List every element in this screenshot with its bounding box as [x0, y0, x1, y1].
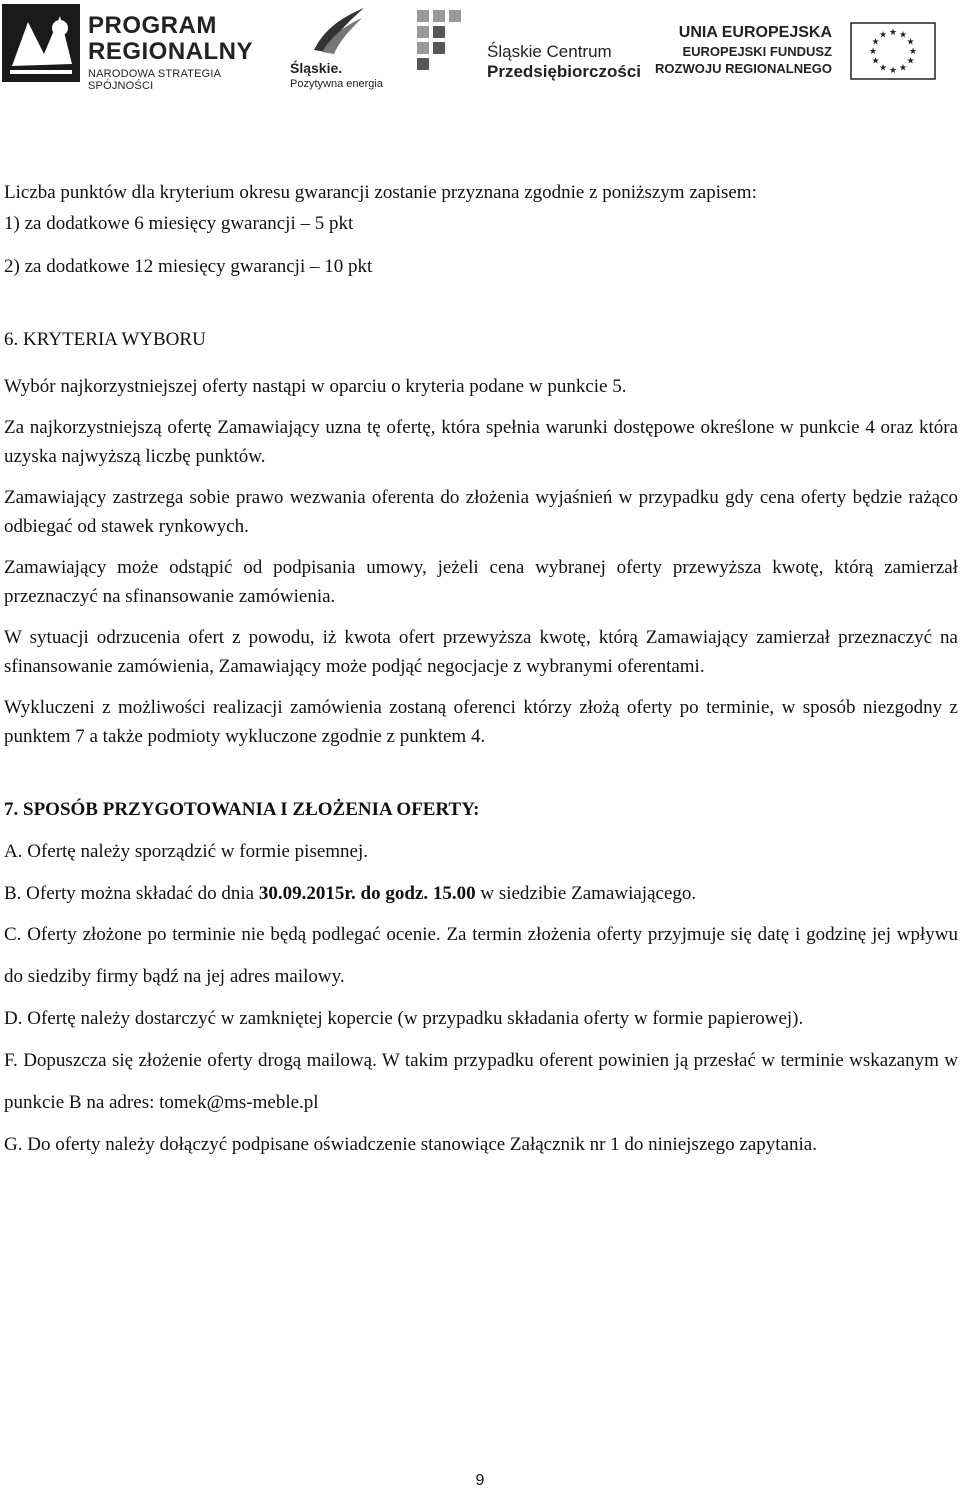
item-b-text: B. Oferty można składać do dnia [4, 883, 259, 904]
document-body [4, 178, 958, 1166]
paragraph-explanations: Zamawiający zastrzega sobie prawo wezwania oferenta do złożenia wyjaśnień w przypadku gdy cena oferty będzie rażąco odbiegać od stawek rynkowych. [4, 487, 958, 537]
scp-logo [415, 6, 642, 86]
paragraph-warranty-criteria: Liczba punktów dla kryterium okresu gwarancji zostanie przyznana zgodnie z poniższym zapisem: [4, 182, 757, 203]
svg-text:★: ★ [898, 63, 908, 74]
slaskie-logo-icon [308, 4, 368, 56]
svg-text:★: ★ [906, 37, 915, 48]
item-f: F. Dopuszcza się złożenie oferty drogą mailową. W takim przypadku oferent powinien ją przesłać w terminie wskazanym w punkcie B na adres: tomek@ms-meble.pl [4, 1050, 958, 1113]
svg-text:★: ★ [871, 37, 880, 48]
svg-text:★: ★ [878, 30, 888, 41]
logo-slaskie-line1: Śląskie. [290, 60, 343, 76]
logo-program-line1: PROGRAM [88, 12, 217, 39]
item-b-deadline: 30.09.2015r. do godz. 15.00 [258, 883, 476, 904]
svg-text:★: ★ [878, 63, 888, 74]
svg-text:★: ★ [898, 30, 908, 41]
item-b-location: w siedzibie Zamawiającego. [475, 883, 697, 904]
paragraph-exclusions: Wykluczeni z możliwości realizacji zamówienia zostaną oferenci którzy złożą oferty po terminie, w sposób niezgodny z punktem 7 a także podmioty wykluczone zgodnie z punktem 4. [4, 697, 958, 747]
item-g: G. Do oferty należy dołączyć podpisane oświadczenie stanowiące Załącznik nr 1 do niniejszego zapytania. [4, 1134, 817, 1155]
logo-scp-line1: Śląskie Centrum [487, 42, 612, 61]
logo-eu-line2: EUROPEJSKI FUNDUSZ [682, 44, 832, 59]
paragraph-best-offer: Za najkorzystniejszą ofertę Zamawiający uzna tę ofertę, która spełnia warunki dostępowe określone w punkcie 4 oraz która uzyska najwyższą liczbę punktów. [4, 417, 958, 467]
eu-flag-icon [850, 22, 936, 80]
svg-text:★: ★ [871, 56, 880, 67]
logo-slaskie-line2: Pozytywna energia [290, 78, 383, 90]
svg-text:★: ★ [868, 47, 878, 57]
list-item-warranty-12: 2) za dodatkowe 12 miesięcy gwarancji – 10 pkt [4, 256, 373, 277]
program-regionalny-logo [2, 4, 272, 92]
svg-text:★: ★ [908, 47, 918, 57]
svg-text:★: ★ [888, 66, 898, 76]
logo-program-line3: NARODOWA STRATEGIA SPÓJNOŚCI [88, 68, 221, 92]
eu-logo [650, 20, 960, 80]
logo-program-line2: REGIONALNY [88, 38, 254, 65]
paragraph-selection-basis: Wybór najkorzystniejszej oferty nastąpi w oparciu o kryteria podane w punkcie 5. [4, 376, 627, 397]
item-a: A. Ofertę należy sporządzić w formie pisemnej. [4, 841, 369, 862]
logo-eu-line1: UNIA EUROPEJSKA [678, 24, 832, 41]
logo-eu-line3: ROZWOJU REGIONALNEGO [655, 61, 832, 76]
logo-scp-line2: Przedsiębiorczości [487, 62, 642, 81]
item-c: C. Oferty złożone po terminie nie będą podlegać ocenie. Za termin złożenia oferty przyjmuje się datę i godzinę jej wpływu do siedziby firmy bądź na jej adres mailowy. [4, 924, 958, 987]
scp-logo-icon [415, 6, 477, 76]
program-regionalny-logo-icon [2, 4, 80, 82]
paragraph-negotiations: W sytuacji odrzucenia ofert z powodu, iż kwota ofert przewyższa kwotę, którą Zamawiający zamierzał przeznaczyć na sfinansowanie zamówienia, Zamawiający może podjąć negocjacje z wybranymi oferentami. [4, 627, 958, 677]
page-number: 9 [475, 1472, 485, 1489]
header [0, 0, 960, 100]
svg-text:★: ★ [888, 28, 898, 38]
svg-text:★: ★ [906, 56, 915, 67]
item-b [4, 879, 958, 908]
paragraph-withdrawal: Zamawiający może odstąpić od podpisania umowy, jeżeli cena wybranej oferty przewyższa kwotę, którą zamierzał przeznaczyć na sfinansowanie zamówienia. [4, 557, 958, 607]
section-6-heading: 6. KRYTERIA WYBORU [4, 329, 206, 350]
section-7-heading: 7. SPOSÓB PRZYGOTOWANIA I ZŁOŻENIA OFERTY: [4, 799, 480, 820]
list-item-warranty-6: 1) za dodatkowe 6 miesięcy gwarancji – 5 pkt [4, 213, 354, 234]
item-d: D. Ofertę należy dostarczyć w zamkniętej kopercie (w przypadku składania oferty w formie papierowej). [4, 1008, 804, 1029]
slaskie-logo [290, 4, 400, 92]
